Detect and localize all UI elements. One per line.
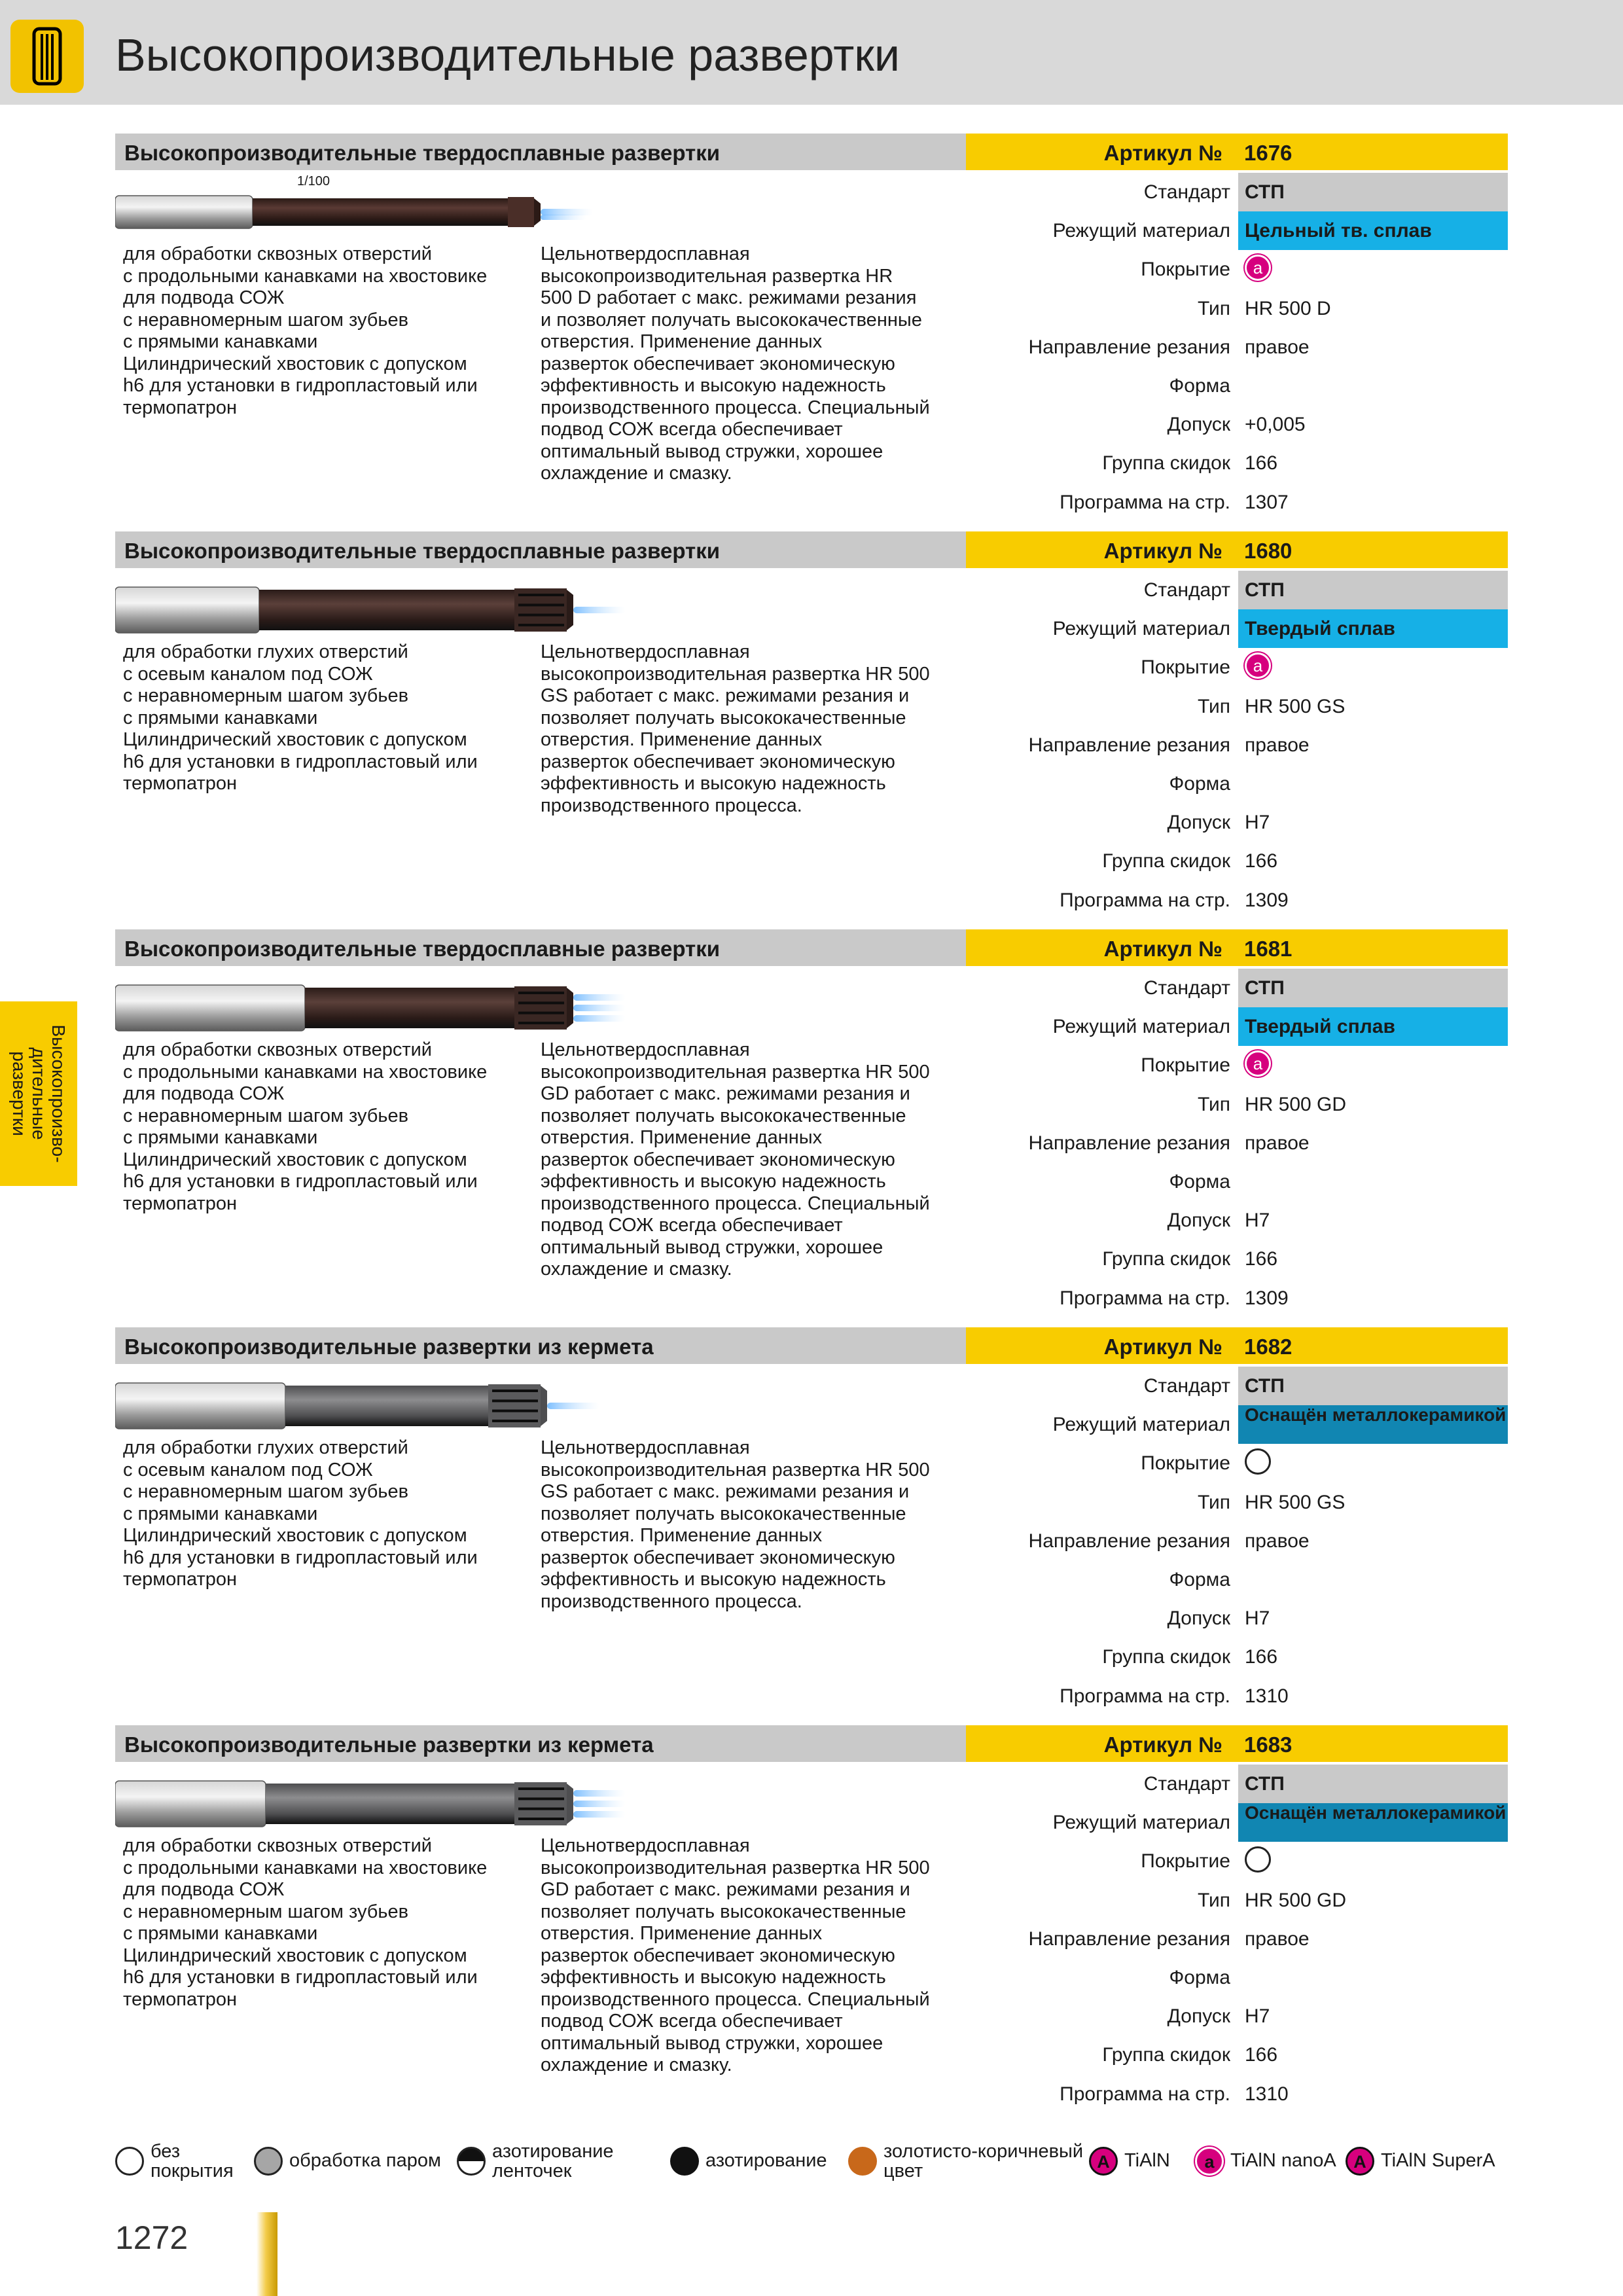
svg-text:a: a xyxy=(1204,2152,1215,2172)
coating-cell-box xyxy=(1238,1444,1508,1482)
discount-group-cell-value: 166 xyxy=(1245,2044,1278,2066)
program-page-cell-value: 1310 xyxy=(1245,2083,1289,2105)
form-cell xyxy=(966,764,1508,803)
direction-cell-box xyxy=(1238,726,1508,764)
tolerance-cell-label: Допуск xyxy=(1167,414,1230,436)
page-edge-stripe xyxy=(257,2212,277,2296)
direction-cell-value: правое xyxy=(1245,1928,1310,1950)
standard-cell-value: СТП xyxy=(1245,977,1285,999)
tolerance-cell-value: H7 xyxy=(1245,1607,1270,1630)
svg-text:a: a xyxy=(1253,656,1263,676)
reamer-image xyxy=(115,975,626,1041)
coating-cell xyxy=(966,1444,1508,1482)
tolerance-cell-value: +0,005 xyxy=(1245,414,1306,436)
program-page-cell-value: 1309 xyxy=(1245,1287,1289,1309)
program-page-cell-label: Программа на стр. xyxy=(1060,1685,1230,1707)
tolerance-cell-box xyxy=(1238,1599,1508,1638)
application-description: для обработки сквозных отверстий с продольными канавками на хвостовике для подвода СОЖ с неравномерным шагом зубьев с прямыми канавками Цилиндрический хвостовик с допуском h6 для установки в гидропластовый или термопатрон xyxy=(123,1835,488,2010)
direction-cell-box xyxy=(1238,1124,1508,1162)
material-cell-label: Режущий материал xyxy=(1052,1812,1230,1834)
svg-text:A: A xyxy=(1353,2152,1366,2172)
circle-empty-icon xyxy=(115,2147,144,2176)
direction-cell xyxy=(966,328,1508,367)
section-title-bar xyxy=(115,134,966,170)
material-cell-box xyxy=(1238,211,1508,250)
standard-cell-label: Стандарт xyxy=(1143,181,1230,203)
article-number[interactable]: 1682 xyxy=(1244,1335,1293,1359)
article-label: Артикул № xyxy=(1103,141,1222,165)
application-description: для обработки глухих отверстий с осевым каналом под СОЖ с неравномерным шагом зубьев с прямыми канавками Цилиндрический хвостовик с допуском h6 для установки в гидропластовый или термопатрон xyxy=(123,1437,478,1590)
direction-cell xyxy=(966,1124,1508,1162)
direction-cell-label: Направление резания xyxy=(1028,336,1230,358)
material-cell-label: Режущий материал xyxy=(1052,1414,1230,1436)
program-page-cell-box xyxy=(1238,1279,1508,1318)
program-page-cell-label: Программа на стр. xyxy=(1060,491,1230,513)
discount-group-cell-value: 166 xyxy=(1245,452,1278,475)
tolerance-cell-label: Допуск xyxy=(1167,1210,1230,1232)
coating-cell-label: Покрытие xyxy=(1141,1452,1230,1475)
type-cell xyxy=(966,1483,1508,1522)
product-section xyxy=(115,531,1508,924)
material-cell-value: Оснащён металлокерамикой xyxy=(1245,1803,1507,1823)
side-tab-label: Высокопроизво- дительные развертки xyxy=(9,1024,69,1163)
article-bar xyxy=(966,1327,1508,1364)
tialn-nano-a-icon xyxy=(1245,255,1271,281)
standard-cell xyxy=(966,1765,1508,1803)
direction-cell xyxy=(966,1920,1508,1958)
material-cell-box xyxy=(1238,609,1508,648)
form-cell-box xyxy=(1238,1162,1508,1201)
page-number: 1272 xyxy=(115,2219,188,2256)
material-cell-box xyxy=(1238,1405,1508,1444)
tolerance-cell-label: Допуск xyxy=(1167,2005,1230,2028)
article-label: Артикул № xyxy=(1103,1732,1222,1757)
article-label: Артикул № xyxy=(1103,1335,1222,1359)
article-label: Артикул № xyxy=(1103,937,1222,961)
page-title: Высокопроизводительные развертки xyxy=(115,29,900,81)
form-cell-label: Форма xyxy=(1169,1569,1230,1590)
program-page-cell-box xyxy=(1238,2075,1508,2113)
no-coating-icon xyxy=(1245,1448,1271,1475)
direction-cell-value: правое xyxy=(1245,734,1310,756)
direction-cell xyxy=(966,726,1508,764)
coating-cell xyxy=(966,648,1508,687)
program-page-cell-box xyxy=(1238,1677,1508,1715)
type-cell-box xyxy=(1238,1085,1508,1124)
tolerance-cell-label: Допуск xyxy=(1167,812,1230,834)
section-title-bar xyxy=(115,1327,966,1364)
direction-cell-value: правое xyxy=(1245,336,1310,358)
direction-cell-label: Направление резания xyxy=(1028,1928,1230,1950)
circle-half-icon xyxy=(457,2147,486,2176)
program-page-cell-value: 1310 xyxy=(1245,1685,1289,1707)
type-cell-box xyxy=(1238,289,1508,328)
tolerance-mark: 1/100 xyxy=(297,174,330,188)
material-cell xyxy=(966,211,1508,250)
tolerance-cell-value: H7 xyxy=(1245,1210,1270,1232)
tialn-nano-a-icon xyxy=(1245,653,1271,679)
type-cell xyxy=(966,687,1508,726)
discount-group-cell xyxy=(966,2036,1508,2074)
material-cell xyxy=(966,609,1508,648)
standard-cell xyxy=(966,173,1508,211)
side-tab[interactable] xyxy=(0,1001,77,1186)
type-cell-label: Тип xyxy=(1197,1093,1230,1115)
reamer-image xyxy=(115,1373,626,1439)
form-cell xyxy=(966,1958,1508,1997)
discount-group-cell-box xyxy=(1238,842,1508,880)
tialn-A-icon xyxy=(1089,2147,1118,2176)
article-bar xyxy=(966,531,1508,568)
legend-label: золотисто-коричневый цвет xyxy=(883,2141,1084,2181)
program-page-cell-box xyxy=(1238,881,1508,920)
material-cell-box xyxy=(1238,1007,1508,1046)
discount-group-cell-label: Группа скидок xyxy=(1102,452,1230,475)
discount-group-cell-label: Группа скидок xyxy=(1102,850,1230,872)
discount-group-cell-value: 166 xyxy=(1245,1248,1278,1270)
legend-label: TiAlN xyxy=(1124,2150,1170,2171)
tolerance-cell xyxy=(966,1201,1508,1240)
program-page-cell xyxy=(966,1279,1508,1318)
direction-cell xyxy=(966,1522,1508,1560)
standard-cell-box xyxy=(1238,1765,1508,1803)
type-cell xyxy=(966,1881,1508,1920)
article-bar xyxy=(966,1725,1508,1762)
product-section xyxy=(115,134,1508,526)
program-page-cell xyxy=(966,2075,1508,2113)
reamer-image xyxy=(115,1771,626,1837)
direction-cell-label: Направление резания xyxy=(1028,734,1230,756)
type-cell-value: HR 500 GD xyxy=(1245,1093,1347,1115)
circle-brown-icon xyxy=(848,2147,877,2176)
tolerance-cell xyxy=(966,1997,1508,2036)
type-cell-value: HR 500 GD xyxy=(1245,1889,1347,1911)
coating-cell-box xyxy=(1238,250,1508,289)
form-cell xyxy=(966,1162,1508,1201)
discount-group-cell xyxy=(966,1240,1508,1278)
reamer-image xyxy=(115,577,626,643)
type-cell-label: Тип xyxy=(1197,297,1230,319)
tolerance-cell-label: Допуск xyxy=(1167,1607,1230,1630)
standard-cell xyxy=(966,1367,1508,1405)
reamer-logo-icon xyxy=(10,20,84,93)
section-title: Высокопроизводительные твердосплавные развертки xyxy=(124,937,721,961)
section-title-bar xyxy=(115,531,966,568)
material-cell-value: Цельный тв. сплав xyxy=(1245,220,1432,242)
tolerance-cell-box xyxy=(1238,405,1508,444)
program-page-cell-label: Программа на стр. xyxy=(1060,889,1230,911)
product-description: Цельнотвердосплавная высокопроизводительная развертка HR 500 GD работает с макс. режимами резания и позволяет получать высококачественные отверстия. Применение данных разверток обеспечивает экономическую эффективность и высокую надежность производственного процесса. Специальный подвод СОЖ всегда обеспечивает оптимальный вывод стружки, хорошее охлаждение и смазку. xyxy=(541,1835,930,2075)
discount-group-cell-box xyxy=(1238,1240,1508,1278)
material-cell-label: Режущий материал xyxy=(1052,618,1230,640)
product-description: Цельнотвердосплавная высокопроизводительная развертка HR 500 D работает с макс. режимами резания и позволяет получать высококачественные отверстия. Применение данных разверток обеспечивает экономическую эффективность и высокую надежность производственного процесса. Специальный подвод СОЖ всегда обеспечивает оптимальный вывод стружки, хорошее охлаждение и смазку. xyxy=(541,243,930,484)
discount-group-cell-label: Группа скидок xyxy=(1102,1248,1230,1270)
article-label: Артикул № xyxy=(1103,539,1222,563)
article-number[interactable]: 1676 xyxy=(1244,141,1293,165)
section-title: Высокопроизводительные твердосплавные развертки xyxy=(124,141,721,165)
program-page-cell-value: 1309 xyxy=(1245,889,1289,911)
material-cell xyxy=(966,1803,1508,1842)
circle-black-icon xyxy=(670,2147,699,2176)
discount-group-cell xyxy=(966,842,1508,880)
standard-cell-value: СТП xyxy=(1245,579,1285,601)
form-cell-box xyxy=(1238,1560,1508,1599)
product-description: Цельнотвердосплавная высокопроизводительная развертка HR 500 GS работает с макс. режимами резания и позволяет получать высококачественные отверстия. Применение данных разверток обеспечивает экономическую эффективность и высокую надежность производственного процесса. xyxy=(541,1437,930,1612)
section-title-bar xyxy=(115,1725,966,1762)
direction-cell-box xyxy=(1238,1920,1508,1958)
coating-cell xyxy=(966,1842,1508,1880)
coating-cell-box xyxy=(1238,1842,1508,1880)
type-cell xyxy=(966,1085,1508,1124)
no-coating-icon xyxy=(1245,1846,1271,1873)
program-page-cell-label: Программа на стр. xyxy=(1060,2083,1230,2105)
coating-legend xyxy=(115,2138,1508,2183)
form-cell-label: Форма xyxy=(1169,1967,1230,1988)
tolerance-cell-box xyxy=(1238,1201,1508,1240)
discount-group-cell-box xyxy=(1238,444,1508,482)
tolerance-cell xyxy=(966,1599,1508,1638)
legend-label: TiAlN SuperA xyxy=(1381,2150,1495,2171)
coating-cell-label: Покрытие xyxy=(1141,656,1230,679)
type-cell-value: HR 500 D xyxy=(1245,297,1331,319)
discount-group-cell xyxy=(966,444,1508,482)
legend-label: азотирование ленточек xyxy=(492,2141,614,2181)
standard-cell-value: СТП xyxy=(1245,1773,1285,1795)
tolerance-cell xyxy=(966,405,1508,444)
tolerance-cell-value: H7 xyxy=(1245,2005,1270,2028)
type-cell-value: HR 500 GS xyxy=(1245,695,1346,717)
material-cell xyxy=(966,1007,1508,1046)
type-cell-label: Тип xyxy=(1197,1889,1230,1911)
tialn-super-A-icon xyxy=(1346,2147,1374,2176)
svg-text:a: a xyxy=(1253,258,1263,278)
standard-cell-value: СТП xyxy=(1245,181,1285,203)
legend-label: обработка паром xyxy=(289,2150,441,2171)
tolerance-cell xyxy=(966,803,1508,842)
legend-label: азотирование xyxy=(705,2150,827,2171)
program-page-cell xyxy=(966,881,1508,920)
standard-cell-value: СТП xyxy=(1245,1375,1285,1397)
standard-cell-label: Стандарт xyxy=(1143,977,1230,999)
type-cell-label: Тип xyxy=(1197,1491,1230,1513)
svg-text:A: A xyxy=(1097,2152,1110,2172)
type-cell-label: Тип xyxy=(1197,695,1230,717)
standard-cell xyxy=(966,571,1508,609)
coating-cell-label: Покрытие xyxy=(1141,259,1230,281)
legend-label: TiAlN nanoA xyxy=(1230,2150,1336,2171)
page-header xyxy=(0,0,1623,105)
material-cell-value: Твердый сплав xyxy=(1245,618,1395,640)
section-title: Высокопроизводительные твердосплавные развертки xyxy=(124,539,721,563)
program-page-cell-box xyxy=(1238,483,1508,522)
article-bar xyxy=(966,929,1508,966)
product-section xyxy=(115,929,1508,1322)
type-cell xyxy=(966,289,1508,328)
discount-group-cell-value: 166 xyxy=(1245,850,1278,872)
article-number[interactable]: 1681 xyxy=(1244,937,1293,961)
direction-cell-value: правое xyxy=(1245,1132,1310,1154)
form-cell xyxy=(966,367,1508,405)
standard-cell-label: Стандарт xyxy=(1143,1773,1230,1795)
discount-group-cell-label: Группа скидок xyxy=(1102,2044,1230,2066)
circle-gray-icon xyxy=(254,2147,283,2176)
form-cell-box xyxy=(1238,1958,1508,1997)
form-cell xyxy=(966,1560,1508,1599)
material-cell-label: Режущий материал xyxy=(1052,220,1230,242)
discount-group-cell-label: Группа скидок xyxy=(1102,1646,1230,1668)
tialn-nano-a-icon xyxy=(1245,1050,1271,1077)
tolerance-cell-box xyxy=(1238,803,1508,842)
standard-cell-label: Стандарт xyxy=(1143,1375,1230,1397)
tolerance-cell-value: H7 xyxy=(1245,812,1270,834)
section-title: Высокопроизводительные развертки из кермета xyxy=(124,1335,654,1359)
form-cell-label: Форма xyxy=(1169,1171,1230,1193)
program-page-cell xyxy=(966,1677,1508,1715)
form-cell-label: Форма xyxy=(1169,375,1230,397)
tolerance-cell-box xyxy=(1238,1997,1508,2036)
coating-cell xyxy=(966,1046,1508,1085)
tialn-nano-a-icon xyxy=(1195,2147,1224,2176)
coating-cell-label: Покрытие xyxy=(1141,1054,1230,1077)
product-description: Цельнотвердосплавная высокопроизводительная развертка HR 500 GD работает с макс. режимами резания и позволяет получать высококачественные отверстия. Применение данных разверток обеспечивает экономическую эффективность и высокую надежность производственного процесса. Специальный подвод СОЖ всегда обеспечивает оптимальный вывод стружки, хорошее охлаждение и смазку. xyxy=(541,1039,930,1280)
application-description: для обработки глухих отверстий с осевым каналом под СОЖ с неравномерным шагом зубьев с прямыми канавками Цилиндрический хвостовик с допуском h6 для установки в гидропластовый или термопатрон xyxy=(123,641,478,794)
material-cell-box xyxy=(1238,1803,1508,1842)
type-cell-box xyxy=(1238,1483,1508,1522)
material-cell-value: Твердый сплав xyxy=(1245,1016,1395,1038)
discount-group-cell xyxy=(966,1638,1508,1676)
application-description: для обработки сквозных отверстий с продольными канавками на хвостовике для подвода СОЖ с неравномерным шагом зубьев с прямыми канавками Цилиндрический хвостовик с допуском h6 для установки в гидропластовый или термопатрон xyxy=(123,1039,488,1214)
standard-cell-box xyxy=(1238,1367,1508,1405)
standard-cell xyxy=(966,969,1508,1007)
discount-group-cell-value: 166 xyxy=(1245,1646,1278,1668)
coating-cell xyxy=(966,250,1508,289)
program-page-cell-label: Программа на стр. xyxy=(1060,1287,1230,1309)
coating-cell-box xyxy=(1238,1046,1508,1085)
standard-cell-label: Стандарт xyxy=(1143,579,1230,601)
discount-group-cell-box xyxy=(1238,1638,1508,1676)
product-section xyxy=(115,1327,1508,1720)
material-cell-label: Режущий материал xyxy=(1052,1016,1230,1038)
coating-cell-box xyxy=(1238,648,1508,687)
material-cell-value: Оснащён металлокерамикой xyxy=(1245,1405,1507,1426)
product-section xyxy=(115,1725,1508,2118)
article-bar xyxy=(966,134,1508,170)
standard-cell-box xyxy=(1238,173,1508,211)
program-page-cell xyxy=(966,483,1508,522)
svg-text:a: a xyxy=(1253,1054,1263,1074)
direction-cell-label: Направление резания xyxy=(1028,1132,1230,1154)
direction-cell-box xyxy=(1238,1522,1508,1560)
type-cell-box xyxy=(1238,687,1508,726)
direction-cell-label: Направление резания xyxy=(1028,1530,1230,1552)
article-number[interactable]: 1680 xyxy=(1244,539,1293,563)
article-number[interactable]: 1683 xyxy=(1244,1732,1293,1757)
standard-cell-box xyxy=(1238,571,1508,609)
material-cell xyxy=(966,1405,1508,1444)
type-cell-box xyxy=(1238,1881,1508,1920)
legend-label: без покрытия xyxy=(151,2141,234,2181)
form-cell-box xyxy=(1238,367,1508,405)
type-cell-value: HR 500 GS xyxy=(1245,1491,1346,1513)
discount-group-cell-box xyxy=(1238,2036,1508,2074)
reamer-image xyxy=(115,179,626,245)
coating-cell-label: Покрытие xyxy=(1141,1850,1230,1873)
section-title: Высокопроизводительные развертки из кермета xyxy=(124,1732,654,1757)
form-cell-box xyxy=(1238,764,1508,803)
application-description: для обработки сквозных отверстий с продольными канавками на хвостовике для подвода СОЖ с неравномерным шагом зубьев с прямыми канавками Цилиндрический хвостовик с допуском h6 для установки в гидропластовый или термопатрон xyxy=(123,243,488,418)
section-title-bar xyxy=(115,929,966,966)
form-cell-label: Форма xyxy=(1169,773,1230,795)
standard-cell-box xyxy=(1238,969,1508,1007)
program-page-cell-value: 1307 xyxy=(1245,491,1289,513)
product-description: Цельнотвердосплавная высокопроизводительная развертка HR 500 GS работает с макс. режимами резания и позволяет получать высококачественные отверстия. Применение данных разверток обеспечивает экономическую эффективность и высокую надежность производственного процесса. xyxy=(541,641,930,816)
direction-cell-box xyxy=(1238,328,1508,367)
direction-cell-value: правое xyxy=(1245,1530,1310,1552)
